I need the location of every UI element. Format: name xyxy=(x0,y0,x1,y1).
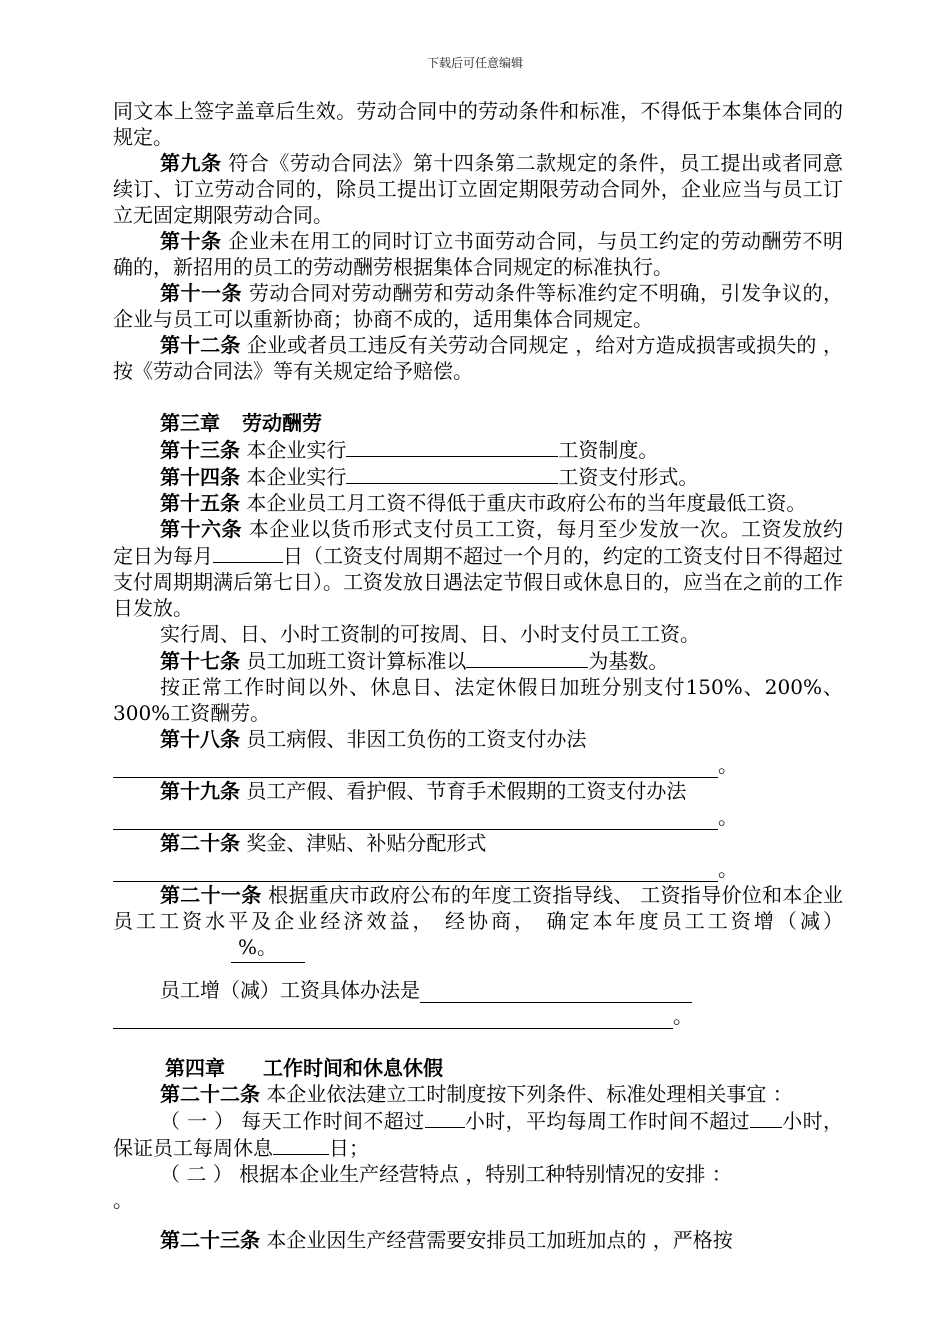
item-text: 小时，保证员工每周休息 xyxy=(113,1109,844,1160)
article-title: 第十七条 xyxy=(160,649,240,673)
fill-blank[interactable] xyxy=(346,436,558,457)
fill-blank[interactable] xyxy=(420,980,692,1003)
article-21 xyxy=(113,882,843,960)
fill-blank[interactable] xyxy=(466,647,588,668)
article-16 xyxy=(113,516,843,621)
article-14 xyxy=(113,463,843,490)
article-text: 工资制度。 xyxy=(558,438,659,462)
article-text: 本企业实行 xyxy=(246,438,347,462)
item-text: （ 一 ） 每天工作时间不超过 xyxy=(160,1109,425,1133)
article-text: 工资支付形式。 xyxy=(558,465,699,489)
article-20-blank-line xyxy=(113,856,843,882)
period: 。 xyxy=(673,1004,693,1028)
article-11 xyxy=(113,280,843,332)
article-title: 第十条 xyxy=(160,229,222,253)
fill-blank[interactable] xyxy=(425,1107,465,1128)
article-text: 本企业以货币形式支付员工工资，每月至少发放一次。工资发放约定日为每月 xyxy=(113,517,844,568)
article-title: 第十三条 xyxy=(160,438,240,462)
chapter-3-heading xyxy=(113,410,843,436)
fill-blank-line[interactable] xyxy=(113,807,718,830)
article-17 xyxy=(113,647,843,674)
page-header: 下载后可任意编辑 xyxy=(426,56,523,70)
article-17-extra: 按正常工作时间以外、休息日、法定休假日加班分别支付150%、200%、300%工资酬劳。 xyxy=(113,675,843,725)
percent-sign: %。 xyxy=(238,935,278,959)
article-10 xyxy=(113,228,843,280)
article-text: 企业或者员工违反有关劳动合同规定 ，给对方造成损害或损失的 ，按《劳动合同法》等有关规定给予赔偿。 xyxy=(113,333,844,383)
fill-blank-line[interactable] xyxy=(113,1006,673,1029)
article-text: 员工病假、非因工负伤的工资支付办法 xyxy=(246,727,587,751)
article-title: 第二十三条 xyxy=(160,1228,260,1252)
fill-blank[interactable] xyxy=(273,1134,329,1155)
article-title: 第九条 xyxy=(160,151,222,175)
fill-blank-line[interactable] xyxy=(113,859,718,882)
item-text: 小时，平均每周工作时间不超过 xyxy=(464,1109,750,1133)
article-title: 第二十一条 xyxy=(160,883,262,907)
article-18 xyxy=(113,726,843,752)
article-title: 第十八条 xyxy=(160,727,240,751)
article-15 xyxy=(113,490,843,516)
article-22-item-1 xyxy=(113,1107,843,1161)
article-text: 本企业因生产经营需要安排员工加班加点的 ，严格按 xyxy=(266,1228,733,1252)
fill-blank[interactable] xyxy=(346,463,558,484)
chapter-number: 第四章 xyxy=(165,1056,225,1080)
period: 。 xyxy=(718,753,738,777)
article-text: 劳动合同对劳动酬劳和劳动条件等标准约定不明确，引发争议的，企业与员工可以重新协商；协商不成的，适用集体合同规定。 xyxy=(113,281,844,331)
article-text: 日（工资支付周期不超过一个月的，约定的工资支付日不得超过支付周期期满后第七日）。工资发放日遇法定节假日或休息日的，应当在之前的工作日发放。 xyxy=(113,544,843,620)
article-title: 第十六条 xyxy=(160,517,243,541)
article-text: 本企业实行 xyxy=(246,465,347,489)
chapter-title: 工作时间和休息休假 xyxy=(263,1056,443,1080)
article-20 xyxy=(113,830,843,856)
article-9 xyxy=(113,150,843,228)
chapter-title: 劳动酬劳 xyxy=(242,411,322,435)
article-18-blank-line xyxy=(113,752,843,778)
article-title: 第二十条 xyxy=(160,831,240,855)
article-13 xyxy=(113,436,843,463)
paragraph-continuation: 同文本上签字盖章后生效。劳动合同中的劳动条件和标准，不得低于本集体合同的规定。 xyxy=(113,99,843,149)
article-text: 员工产假、看护假、节育手术假期的工资支付办法 xyxy=(246,779,687,803)
article-title: 第十五条 xyxy=(160,491,240,515)
fill-blank[interactable] xyxy=(750,1107,782,1128)
document-body xyxy=(113,98,843,1253)
article-title: 第十二条 xyxy=(160,333,241,357)
article-text: 根据重庆市政府公布的年度工资指导线、 工资指导价位和本企业员工工资水平及企业经济效益， 经协商， 确定本年度员工工资增（减） xyxy=(113,883,844,933)
chapter-number: 第三章 xyxy=(160,411,220,435)
article-text: 员工加班工资计算标准以 xyxy=(246,649,467,673)
fill-blank-line[interactable] xyxy=(113,755,718,778)
period: 。 xyxy=(718,857,738,881)
article-text: 员工增（减）工资具体办法是 xyxy=(160,978,420,1002)
article-22 xyxy=(113,1081,843,1107)
article-21-extra xyxy=(113,977,843,1003)
item-2-period: 。 xyxy=(113,1188,133,1212)
article-text: 企业未在用工的同时订立书面劳动合同，与员工约定的劳动酬劳不明确的，新招用的员工的劳动酬劳根据集体合同规定的标准执行。 xyxy=(113,229,844,279)
article-21-blank-line xyxy=(113,1003,843,1029)
article-19 xyxy=(113,778,843,804)
article-text: 本企业员工月工资不得低于重庆市政府公布的当年度最低工资。 xyxy=(246,491,807,515)
article-22-item-2: （ 二 ） 根据本企业生产经营特点 ，特别工种特别情况的安排 ： xyxy=(160,1162,732,1186)
article-text: 符合《劳动合同法》第十四条第二款规定的条件，员工提出或者同意续订、订立劳动合同的，除员工提出订立固定期限劳动合同外，企业应当与员工订立无固定期限劳动合同。 xyxy=(113,151,844,227)
article-16-extra: 实行周、日、小时工资制的可按周、日、小时支付员工工资。 xyxy=(160,622,700,646)
article-text: 为基数。 xyxy=(588,649,669,673)
item-text: 日； xyxy=(329,1136,369,1160)
article-text: 本企业依法建立工时制度按下列条件、标准处理相关事宜 ： xyxy=(266,1082,793,1106)
article-23 xyxy=(113,1227,843,1253)
article-12 xyxy=(113,332,843,384)
article-title: 第十一条 xyxy=(160,281,243,305)
article-title: 第十九条 xyxy=(160,779,240,803)
article-title: 第二十二条 xyxy=(160,1082,260,1106)
article-text: 奖金、津贴、补贴分配形式 xyxy=(246,831,487,855)
article-title: 第十四条 xyxy=(160,465,240,489)
fill-blank[interactable] xyxy=(213,542,283,563)
article-19-blank-line xyxy=(113,804,843,830)
period: 。 xyxy=(718,805,738,829)
chapter-4-heading xyxy=(113,1055,843,1081)
